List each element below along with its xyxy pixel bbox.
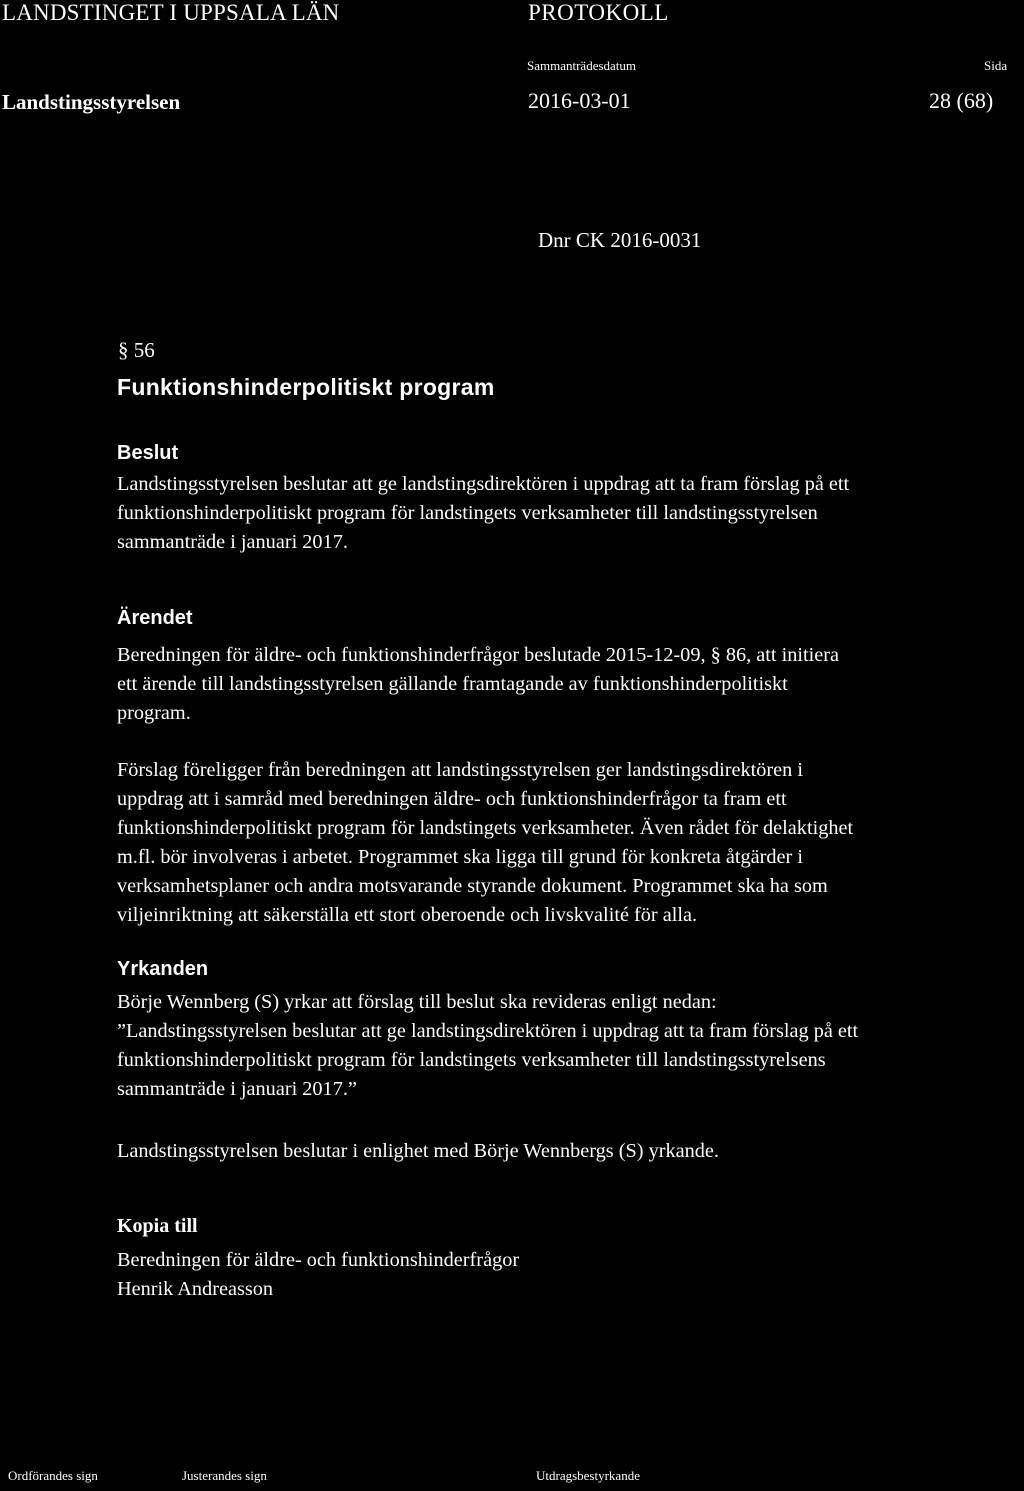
yrkanden-paragraph-2 (117, 1137, 1022, 1166)
page-label: Sida (984, 58, 1008, 73)
meeting-date: 2016-03-01 (528, 88, 631, 113)
beslut-line: Landstingsstyrelsen beslutar att ge landstingsdirektören i uppdrag att ta fram förslag på ett (117, 473, 850, 495)
adjuster-signature-label: Justerandes sign (182, 1468, 267, 1483)
yrkanden-line: funktionshinderpolitiskt program för landstingets verksamheter till landstingsstyrelsens (117, 1049, 826, 1071)
arendet-paragraph-2 (117, 756, 1022, 930)
arendet-line: verksamhetsplaner och andra motsvarande styrande dokument. Programmet ska ha som (117, 875, 828, 897)
beslut-text (117, 470, 1022, 557)
recipient: Henrik Andreasson (117, 1278, 274, 1300)
kopia-till-heading: Kopia till (117, 1215, 198, 1237)
yrkanden-heading: Yrkanden (117, 958, 209, 980)
yrkanden-line: ”Landstingsstyrelsen beslutar att ge landstingsdirektören i uppdrag att ta fram förslag på ett (117, 1020, 859, 1042)
arendet-heading: Ärendet (117, 607, 193, 629)
yrkanden-paragraph-1 (117, 988, 1022, 1104)
yrkanden-line: Landstingsstyrelsen beslutar i enlighet med Börje Wennbergs (S) yrkande. (117, 1140, 719, 1162)
recipient: Beredningen för äldre- och funktionshinderfrågor (117, 1249, 520, 1271)
yrkanden-line: sammanträde i januari 2017.” (117, 1078, 357, 1100)
arendet-line: Förslag föreligger från beredningen att landstingsstyrelsen ger landstingsdirektören i (117, 759, 803, 781)
date-label: Sammanträdesdatum (527, 58, 637, 73)
arendet-line: funktionshinderpolitiskt program för landstingets verksamheter. Även rådet för delaktighet (117, 817, 854, 839)
arendet-line: ett ärende till landstingsstyrelsen gällande framtagande av funktionshinderpolitiskt (117, 673, 788, 695)
arendet-line: m.fl. bör involveras i arbetet. Programmet ska ligga till grund för konkreta åtgärder i (117, 846, 803, 868)
arendet-line: uppdrag att i samråd med beredningen äldre- och funktionshinderfrågor ta fram ett (117, 788, 787, 810)
page-number: 28 (68) (929, 88, 994, 113)
arendet-line: program. (117, 702, 191, 724)
document-type: PROTOKOLL (528, 0, 669, 25)
extract-certification-label: Utdragsbestyrkande (536, 1468, 640, 1483)
arendet-paragraph-1 (117, 641, 1022, 728)
beslut-heading: Beslut (117, 442, 179, 464)
arendet-line: Beredningen för äldre- och funktionshinderfrågor beslutade 2015-12-09, § 86, att initiera (117, 644, 840, 666)
committee-name: Landstingsstyrelsen (2, 90, 181, 114)
arendet-line: viljeinriktning att säkerställa ett stort oberoende och livskvalité för alla. (117, 904, 698, 926)
beslut-line: sammanträde i januari 2017. (117, 531, 348, 553)
beslut-line: funktionshinderpolitiskt program för landstingets verksamheter till landstingsstyrelsen (117, 502, 818, 524)
kopia-till-list (117, 1246, 1022, 1304)
chair-signature-label: Ordförandes sign (8, 1468, 98, 1483)
yrkanden-line: Börje Wennberg (S) yrkar att förslag till beslut ska revideras enligt nedan: (117, 991, 717, 1013)
case-number: Dnr CK 2016-0031 (538, 228, 702, 252)
paragraph-number: § 56 (118, 338, 155, 362)
document-title: Funktionshinderpolitiskt program (117, 374, 495, 400)
organization-name: LANDSTINGET I UPPSALA LÄN (2, 0, 340, 25)
